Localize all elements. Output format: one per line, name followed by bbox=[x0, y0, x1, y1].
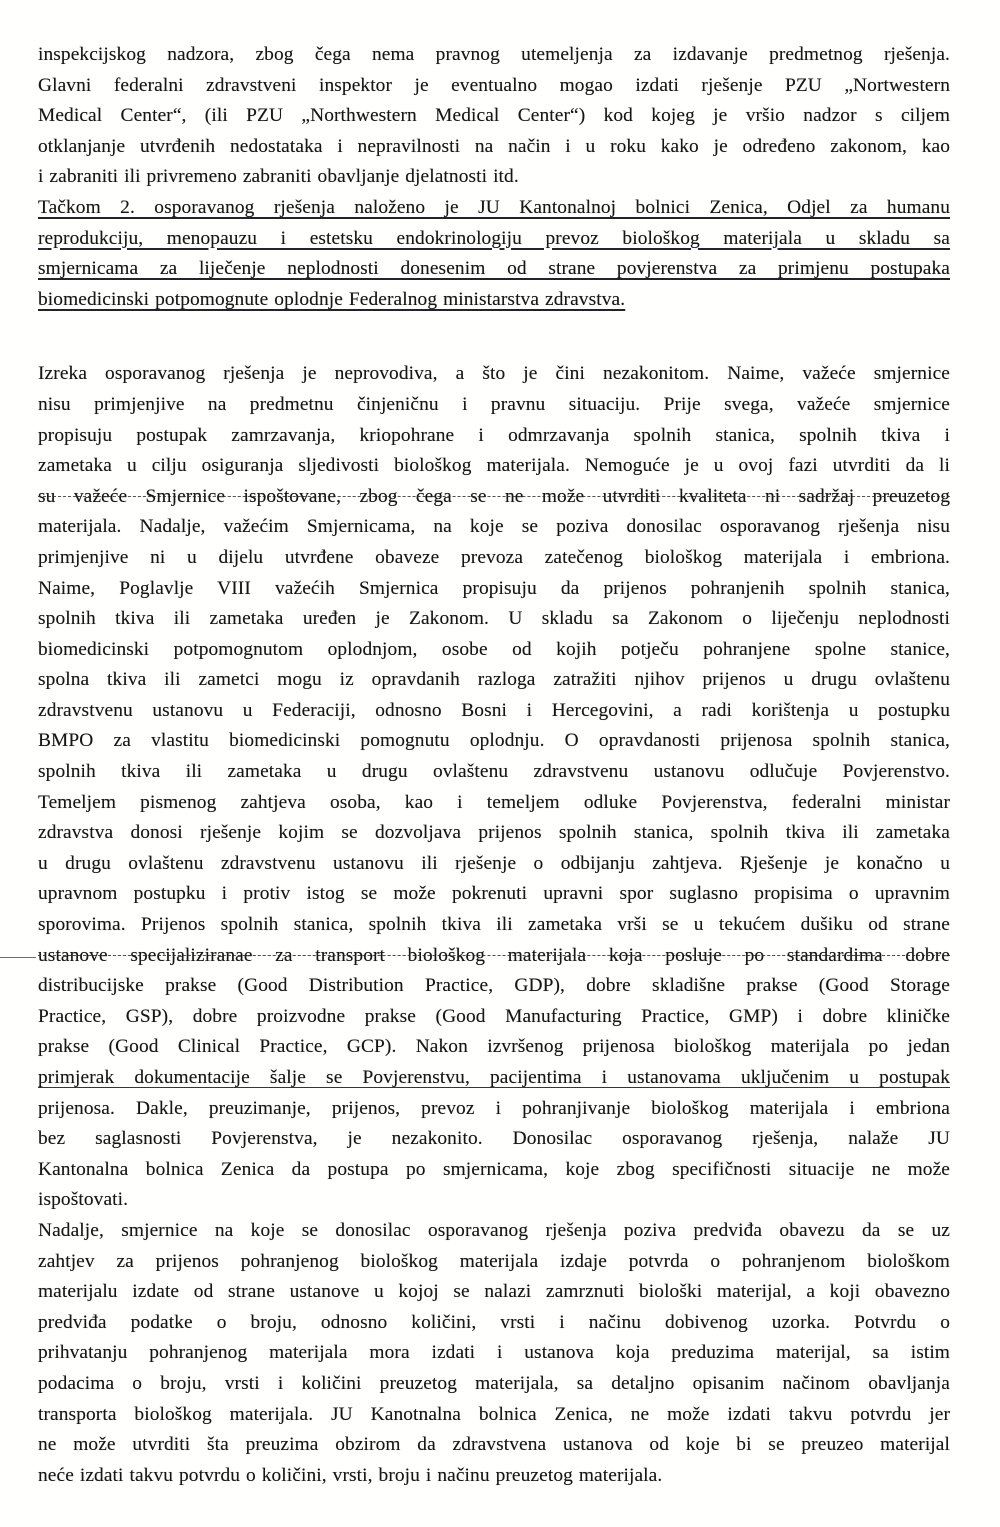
paragraph-p1 bbox=[38, 40, 950, 193]
text-line: bez saglasnosti Povjerenstva, je nezakonito. Donosilac osporavanog rješenja, nalaže JU bbox=[38, 1128, 950, 1150]
text-line: upravnom postupku i protiv istog se može pokrenuti upravni spor suglasno propisima o upravnim bbox=[38, 883, 950, 905]
text-line: podacima o broju, vrsti i količini preuzetog materijala, sa detaljno opisanim načinom obavljanja bbox=[38, 1372, 950, 1394]
text-line: reprodukciju, menopauzu i estetsku endokrinologiju prevoz biološkog materijala u skladu sa bbox=[38, 227, 950, 249]
text-line: materijala. Nadalje, važećim Smjernicama, na koje se poziva donosilac osporavanog rješenja nisu bbox=[38, 516, 950, 538]
text-line: ne može utvrditi šta preuzima obzirom da zdravstvena ustanova od koje bi se preuzeo materijal bbox=[38, 1434, 950, 1456]
text-line: Medical Center“, (ili PZU „Northwestern Medical Center“) kod kojeg je vršio nadzor s ciljem bbox=[38, 105, 950, 127]
text-line: su važeće Smjernice ispoštovane, zbog čega se ne može utvrditi kvaliteta ni sadržaj preuzetog bbox=[38, 485, 950, 507]
text-line: biomedicinski potpomognute oplodnje Federalnog ministarstva zdravstva. bbox=[38, 288, 626, 310]
text-line: primjerak dokumentacije šalje se Povjerenstvu, pacijentima i ustanovama uključenim u postupak bbox=[38, 1067, 950, 1088]
text-line: prihvatanju pohranjenog materijala mora izdati i ustanova koja preduzima materijal, sa istim bbox=[38, 1342, 950, 1364]
text-line: Nadalje, smjernice na koje se donosilac osporavanog rješenja poziva predviđa obavezu da se uz bbox=[38, 1219, 950, 1241]
text-line: u drugu ovlaštenu zdravstvenu ustanovu ili rješenje o odbijanju zahtjeva. Rješenje je konačno u bbox=[38, 852, 950, 874]
text-line: otklanjanje utvrđenih nedostataka i nepravilnosti na način i u roku kako je određeno zakonom, kao bbox=[38, 135, 950, 157]
text-line: Tačkom 2. osporavanog rješenja naloženo je JU Kantonalnoj bolnici Zenica, Odjel za humanu bbox=[38, 196, 950, 218]
text-line: zdravstva donosi rješenje kojim se dozvoljava prijenos spolnih stanica, spolnih tkiva ili zametaka bbox=[38, 822, 950, 844]
text-line: nisu primjenjive na predmetnu činjeničnu i pravnu situaciju. Prije svega, važeće smjernice bbox=[38, 393, 950, 415]
text-line: spolna tkiva ili zametci mogu iz opravdanih razloga zatražiti njihov prijenos u drugu ovlaštenu bbox=[38, 669, 950, 691]
text-line: ustanove specijaliziranae za transport biološkog materijala koja posluje po standardima dobre bbox=[38, 941, 950, 972]
text-line: distribucijske prakse (Good Distribution Practice, GDP), dobre skladišne prakse (Good Storage bbox=[38, 975, 950, 997]
text-line: primjenjive ni u dijelu utvrđene obaveze prevoza zatečenog biološkog materijala i embriona. bbox=[38, 546, 950, 568]
text-line: zametaka u cilju osiguranja sljedivosti biološkog materijala. Nemoguće je u ovoj fazi utvrditi da li bbox=[38, 455, 950, 477]
text-line: inspekcijskog nadzora, zbog čega nema pravnog utemeljenja za izdavanje predmetnog rješenja. bbox=[38, 44, 950, 65]
text-line: prakse (Good Clinical Practice, GCP). Nakon izvršenog prijenosa biološkog materijala po jedan bbox=[38, 1036, 950, 1058]
text-line: Temeljem pismenog zahtjeva osoba, kao i temeljem odluke Povjerenstva, federalni ministar bbox=[38, 791, 950, 813]
text-line: Izreka osporavanog rješenja je neprovodiva, a što je čini nezakonitom. Naime, važeće smjernice bbox=[38, 363, 950, 385]
text-line: ispoštovati. bbox=[38, 1189, 129, 1211]
text-line: Kantonalna bolnica Zenica da postupa po smjernicama, koje zbog specifičnosti situacije ne može bbox=[38, 1158, 950, 1180]
paragraph-p3 bbox=[38, 359, 950, 1216]
text-line: propisuju postupak zamrzavanja, kriopohrane i odmrzavanja spolnih stanica, spolnih tkiva i bbox=[38, 424, 950, 446]
text-line: Glavni federalni zdravstveni inspektor je eventualno mogao izdati rješenje PZU „Nortwestern bbox=[38, 74, 950, 96]
paragraph-p2 bbox=[38, 193, 950, 315]
paragraph-p4 bbox=[38, 1216, 950, 1491]
text-line: smjernicama za liječenje neplodnosti donesenim od strane povjerenstva za primjenu postupaka bbox=[38, 258, 950, 280]
text-line: predviđa podatke o broju, odnosno količini, vrsti i načinu dobivenog uzorka. Potvrdu o bbox=[38, 1311, 950, 1333]
text-line: zahtjev za prijenos pohranjenog biološkog materijala izdaje potvrda o pohranjenom biološkom bbox=[38, 1250, 950, 1272]
text-line: BMPO za vlastitu biomedicinski pomognutu oplodnju. O opravdanosti prijenosa spolnih stanica, bbox=[38, 730, 950, 752]
paragraph-gap bbox=[38, 315, 950, 359]
text-line: i zabraniti ili privremeno zabraniti obavljanje djelatnosti itd. bbox=[38, 166, 519, 188]
text-line: Naime, Poglavlje VIII važećih Smjernica propisuju da prijenos pohranjenih spolnih stanica, bbox=[38, 577, 950, 599]
text-line: prijenosa. Dakle, preuzimanje, prijenos, prevoz i pohranjivanje biološkog materijala i embriona bbox=[38, 1097, 950, 1119]
text-line: spolnih tkiva ili zametaka u drugu ovlaštenu zdravstvenu ustanovu odlučuje Povjerenstvo. bbox=[38, 761, 950, 783]
text-line: materijalu izdate od strane ustanove u kojoj se nalazi zamrznuti biološki materijal, a koji obavezno bbox=[38, 1281, 950, 1303]
text-line: neće izdati takvu potvrdu o količini, vrsti, broju i načinu preuzetog materijala. bbox=[38, 1464, 663, 1486]
text-line: transporta biološkog materijala. JU Kanotnalna bolnica Zenica, ne može izdati takvu potvrdu jer bbox=[38, 1403, 950, 1425]
text-line: biomedicinski potpomognutom oplodnjom, osobe od kojih potječu pohranjene spolne stanice, bbox=[38, 638, 950, 660]
text-line: spolnih tkiva ili zametaka uređen je Zakonom. U skladu sa Zakonom o liječenju neplodnosti bbox=[38, 608, 950, 630]
text-line: zdravstvenu ustanovu u Federaciji, odnosno Bosni i Hercegovini, a radi korištenja u postupku bbox=[38, 699, 950, 721]
document-body bbox=[38, 40, 950, 1491]
text-line: Practice, GSP), dobre proizvodne prakse (Good Manufacturing Practice, GMP) i dobre kliničke bbox=[38, 1005, 950, 1027]
text-line: sporovima. Prijenos spolnih stanica, spolnih tkiva ili zametaka vrši se u tekućem dušiku od strane bbox=[38, 914, 950, 936]
